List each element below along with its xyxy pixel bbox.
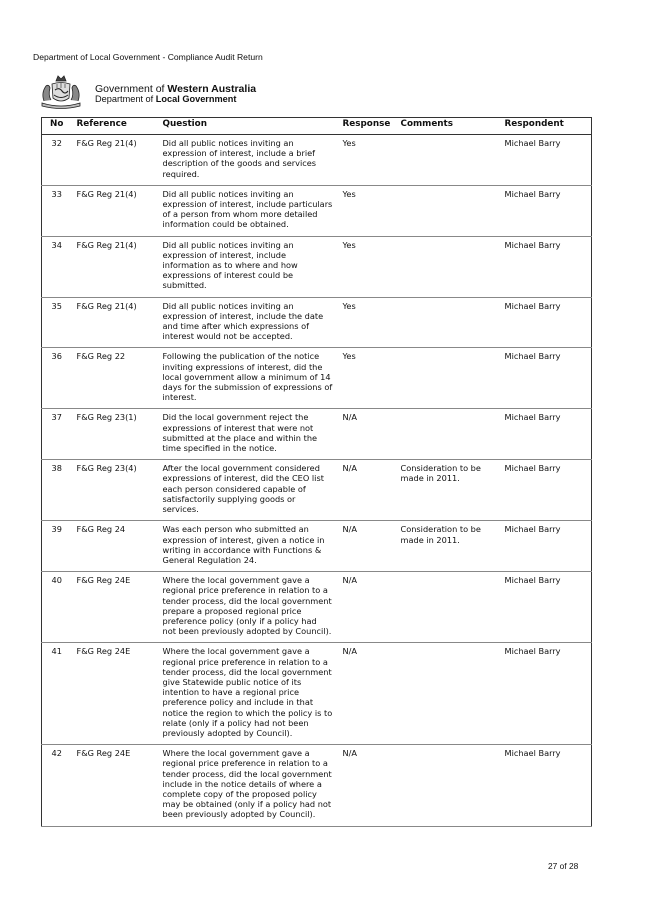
document-header: Department of Local Government - Compliance Audit Return [33, 52, 263, 62]
compliance-audit-table [41, 117, 592, 827]
dept-title-prefix: Department of [95, 94, 156, 104]
coat-of-arms-logo [38, 73, 84, 111]
cell-no: 38 [42, 460, 72, 521]
dept-title-bold: Local Government [155, 94, 237, 104]
cell-response: Yes [338, 297, 396, 348]
cell-reference: F&G Reg 21(4) [72, 135, 158, 186]
table-row [42, 135, 592, 186]
department-title [95, 94, 236, 104]
cell-comments [396, 572, 500, 643]
table-row [42, 521, 592, 572]
gov-title-bold: Western Australia [167, 83, 257, 95]
cell-response: N/A [338, 521, 396, 572]
cell-comments [396, 185, 500, 236]
cell-reference: F&G Reg 21(4) [72, 236, 158, 297]
cell-reference: F&G Reg 23(1) [72, 409, 158, 460]
cell-response: N/A [338, 409, 396, 460]
table-row [42, 572, 592, 643]
cell-comments: Consideration to be made in 2011. [396, 521, 500, 572]
cell-reference: F&G Reg 24 [72, 521, 158, 572]
cell-response: N/A [338, 643, 396, 745]
cell-comments [396, 297, 500, 348]
cell-respondent: Michael Barry [500, 135, 592, 186]
gov-title-prefix: Government of [95, 83, 168, 95]
cell-reference: F&G Reg 21(4) [72, 185, 158, 236]
cell-reference: F&G Reg 21(4) [72, 297, 158, 348]
cell-reference: F&G Reg 23(4) [72, 460, 158, 521]
cell-no: 33 [42, 185, 72, 236]
page-number: 27 of 28 [548, 861, 579, 871]
cell-question: Did all public notices inviting an expression of interest, include particulars of a person from whom more detailed information could be obtained. [158, 185, 338, 236]
cell-question: After the local government considered expressions of interest, did the CEO list each person considered capable of satisfactorily supplying goods or services. [158, 460, 338, 521]
cell-respondent: Michael Barry [500, 236, 592, 297]
table-row [42, 460, 592, 521]
cell-reference: F&G Reg 24E [72, 643, 158, 745]
cell-no: 34 [42, 236, 72, 297]
cell-no: 37 [42, 409, 72, 460]
cell-comments [396, 348, 500, 409]
cell-respondent: Michael Barry [500, 572, 592, 643]
cell-respondent: Michael Barry [500, 460, 592, 521]
cell-response: N/A [338, 745, 396, 826]
cell-question: Where the local government gave a regional price preference in relation to a tender process, did the local government prepare a proposed regional price preference policy (only if a policy had not been previously adopted by Council). [158, 572, 338, 643]
cell-reference: F&G Reg 24E [72, 745, 158, 826]
cell-respondent: Michael Barry [500, 297, 592, 348]
header-question: Question [158, 118, 338, 135]
cell-comments [396, 643, 500, 745]
header-reference: Reference [72, 118, 158, 135]
cell-no: 36 [42, 348, 72, 409]
header-comments: Comments [396, 118, 500, 135]
cell-respondent: Michael Barry [500, 745, 592, 826]
header-response: Response [338, 118, 396, 135]
cell-response: Yes [338, 135, 396, 186]
cell-response: Yes [338, 236, 396, 297]
cell-no: 41 [42, 643, 72, 745]
header-no: No [42, 118, 72, 135]
cell-question: Was each person who submitted an expression of interest, given a notice in writing in accordance with Functions & General Regulation 24. [158, 521, 338, 572]
cell-reference: F&G Reg 24E [72, 572, 158, 643]
cell-no: 35 [42, 297, 72, 348]
cell-comments [396, 236, 500, 297]
cell-question: Did all public notices inviting an expression of interest, include the date and time after which expressions of interest would not be accepted. [158, 297, 338, 348]
cell-comments [396, 409, 500, 460]
table-row [42, 297, 592, 348]
cell-respondent: Michael Barry [500, 521, 592, 572]
cell-question: Did all public notices inviting an expression of interest, include information as to where and how expressions of interest could be submitted. [158, 236, 338, 297]
cell-no: 32 [42, 135, 72, 186]
cell-question: Following the publication of the notice inviting expressions of interest, did the local government allow a minimum of 14 days for the submission of expressions of interest. [158, 348, 338, 409]
cell-response: N/A [338, 460, 396, 521]
table-row [42, 185, 592, 236]
cell-no: 39 [42, 521, 72, 572]
cell-response: Yes [338, 185, 396, 236]
table-row [42, 409, 592, 460]
cell-comments [396, 135, 500, 186]
cell-question: Did all public notices inviting an expression of interest, include a brief description of the goods and services required. [158, 135, 338, 186]
cell-no: 42 [42, 745, 72, 826]
table-row [42, 348, 592, 409]
cell-comments [396, 745, 500, 826]
cell-question: Did the local government reject the expressions of interest that were not submitted at the place and within the time specified in the notice. [158, 409, 338, 460]
header-respondent: Respondent [500, 118, 592, 135]
cell-respondent: Michael Barry [500, 348, 592, 409]
cell-respondent: Michael Barry [500, 409, 592, 460]
table-row [42, 745, 592, 826]
cell-response: N/A [338, 572, 396, 643]
cell-reference: F&G Reg 22 [72, 348, 158, 409]
cell-respondent: Michael Barry [500, 643, 592, 745]
table-row [42, 236, 592, 297]
cell-respondent: Michael Barry [500, 185, 592, 236]
table-row [42, 643, 592, 745]
table-header-row [42, 118, 592, 135]
cell-question: Where the local government gave a regional price preference in relation to a tender process, did the local government include in the notice details of where a complete copy of the proposed policy may be obtained (only if a policy had not been previously adopted by Council). [158, 745, 338, 826]
cell-comments: Consideration to be made in 2011. [396, 460, 500, 521]
cell-response: Yes [338, 348, 396, 409]
cell-no: 40 [42, 572, 72, 643]
cell-question: Where the local government gave a regional price preference in relation to a tender process, did the local government give Statewide public notice of its intention to have a regional price preference policy and include in that notice the region to which the policy is to relate (only if a policy had not been previously adopted by Council). [158, 643, 338, 745]
